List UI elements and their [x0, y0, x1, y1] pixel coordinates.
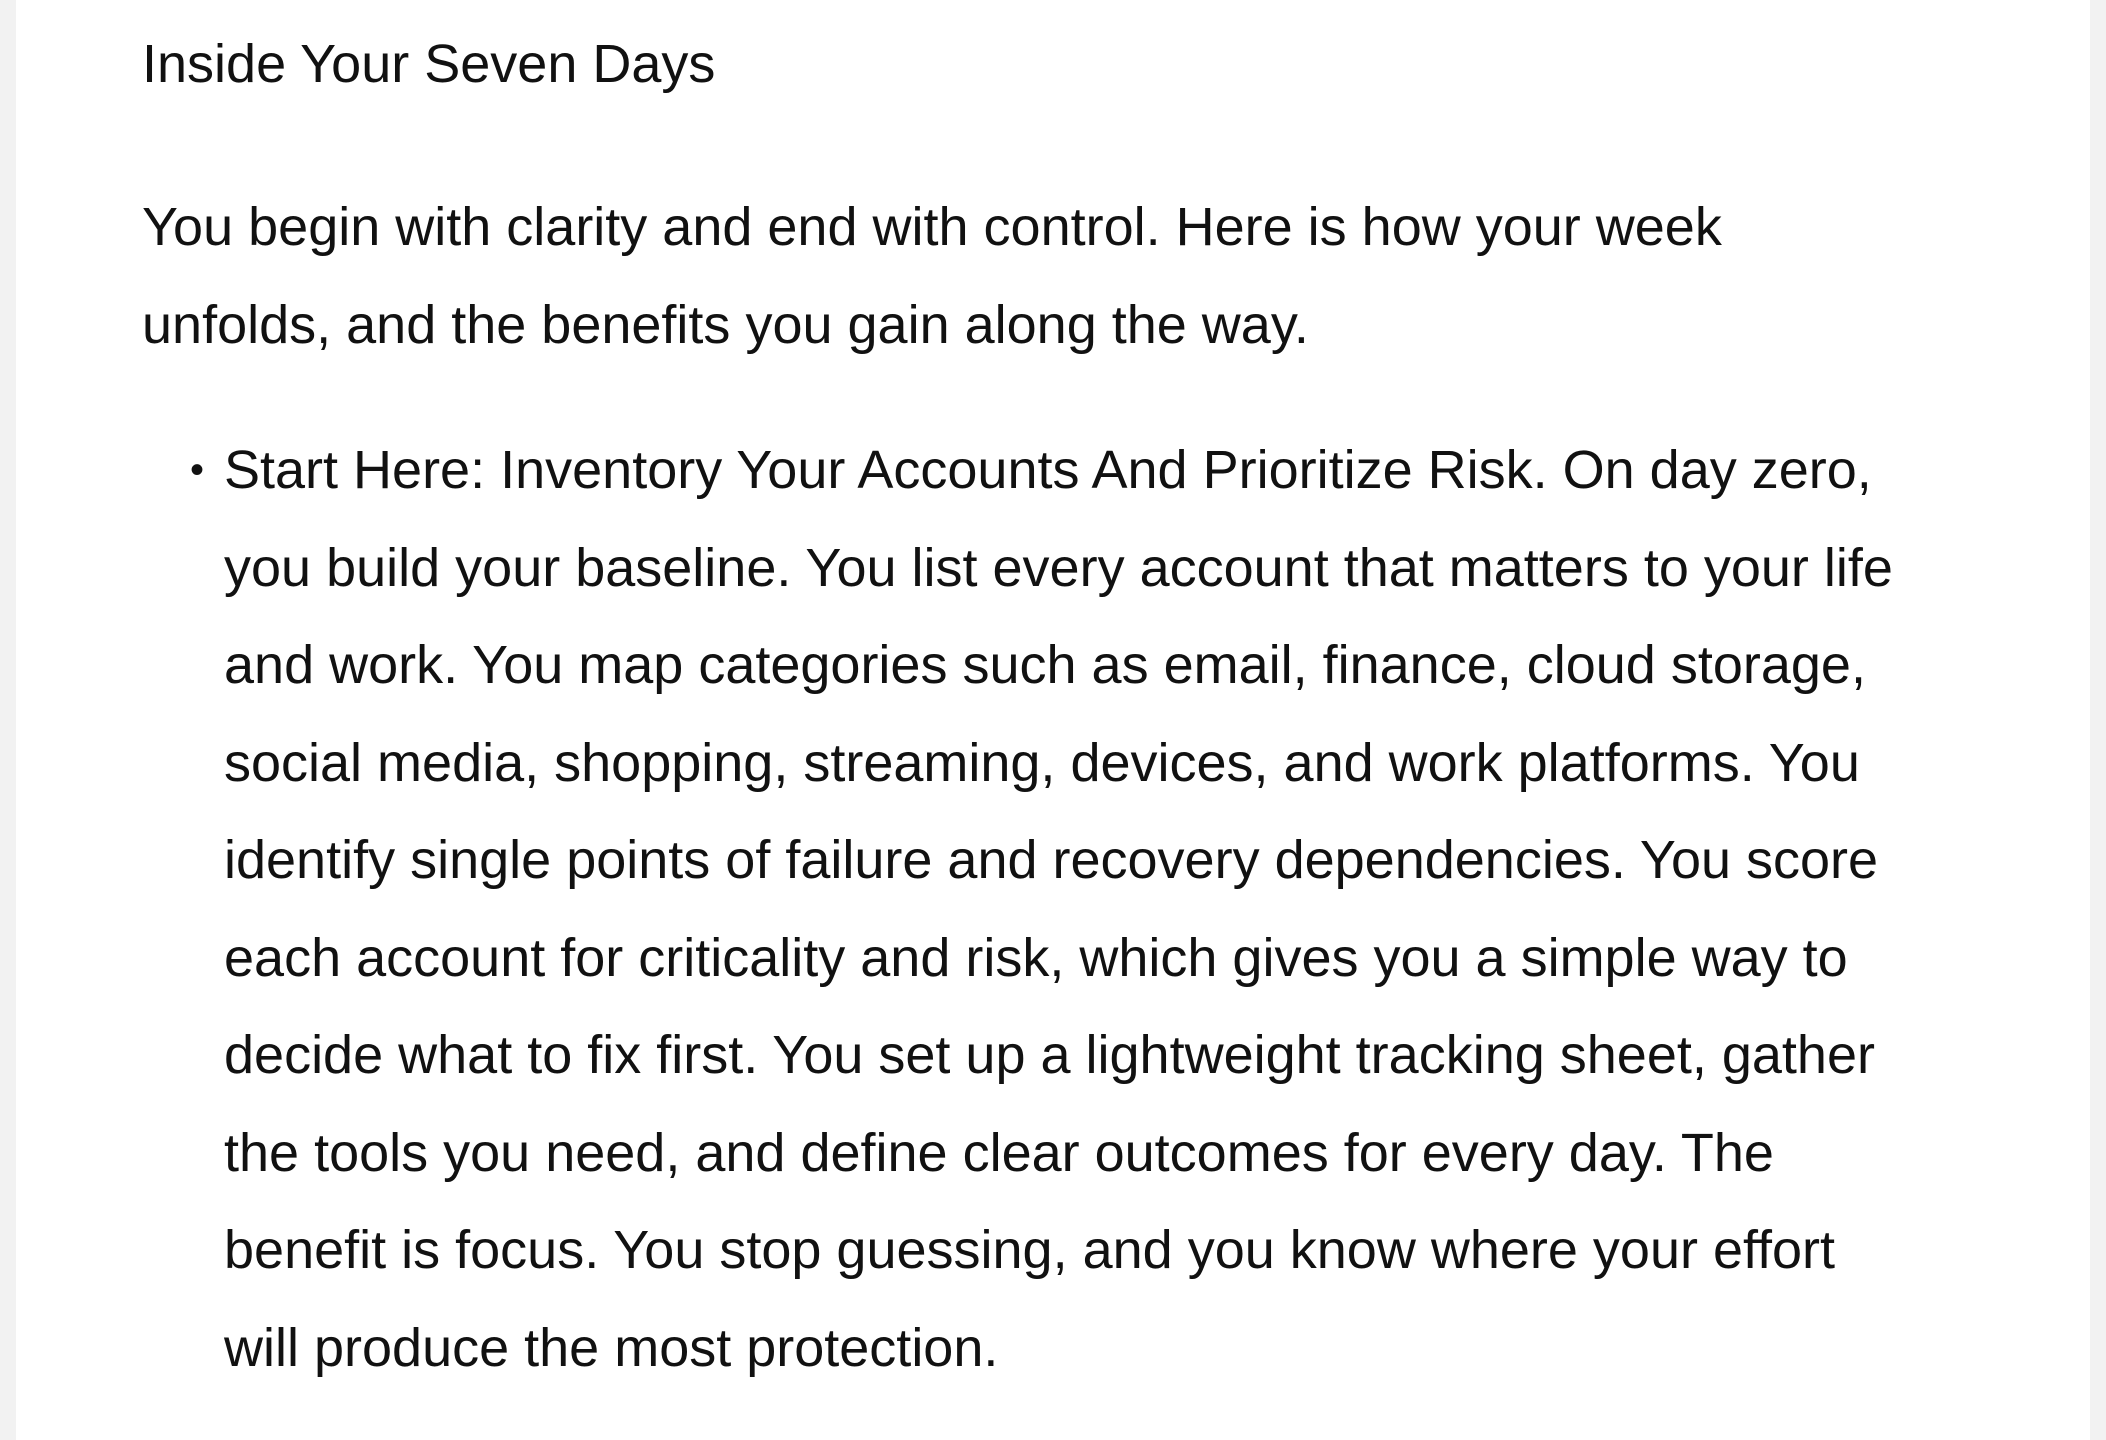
bullet-line: decide what to fix first. You set up a lightweight tracking sheet, gather [224, 1025, 1875, 1085]
bullet-line: benefit is focus. You stop guessing, and you know where your effort [224, 1220, 1836, 1280]
bullet-line: will produce the most protection. [224, 1317, 999, 1378]
bullet-list [142, 422, 2002, 1397]
bullet-line: and work. You map categories such as email, finance, cloud storage, [224, 635, 1866, 695]
bullet-icon: • [190, 448, 205, 492]
intro-line: You begin with clarity and end with control. Here is how your week [142, 197, 1722, 257]
bullet-line: social media, shopping, streaming, devices, and work platforms. You [224, 732, 1860, 793]
bullet-line: Start Here: Inventory Your Accounts And Prioritize Risk. On day zero, [224, 440, 1872, 500]
bullet-line: the tools you need, and define clear outcomes for every day. The [224, 1122, 1774, 1183]
bullet-line: each account for criticality and risk, which gives you a simple way to [224, 927, 1848, 988]
bullet-line: you build your baseline. You list every account that matters to your life [224, 537, 1893, 598]
intro-line: unfolds, and the benefits you gain along the way. [142, 295, 1309, 355]
document-page [16, 0, 2090, 1440]
intro-paragraph [142, 178, 2022, 374]
list-item [142, 422, 2002, 1397]
bullet-line: identify single points of failure and recovery dependencies. You score [224, 830, 1879, 890]
section-heading: Inside Your Seven Days [142, 34, 716, 94]
